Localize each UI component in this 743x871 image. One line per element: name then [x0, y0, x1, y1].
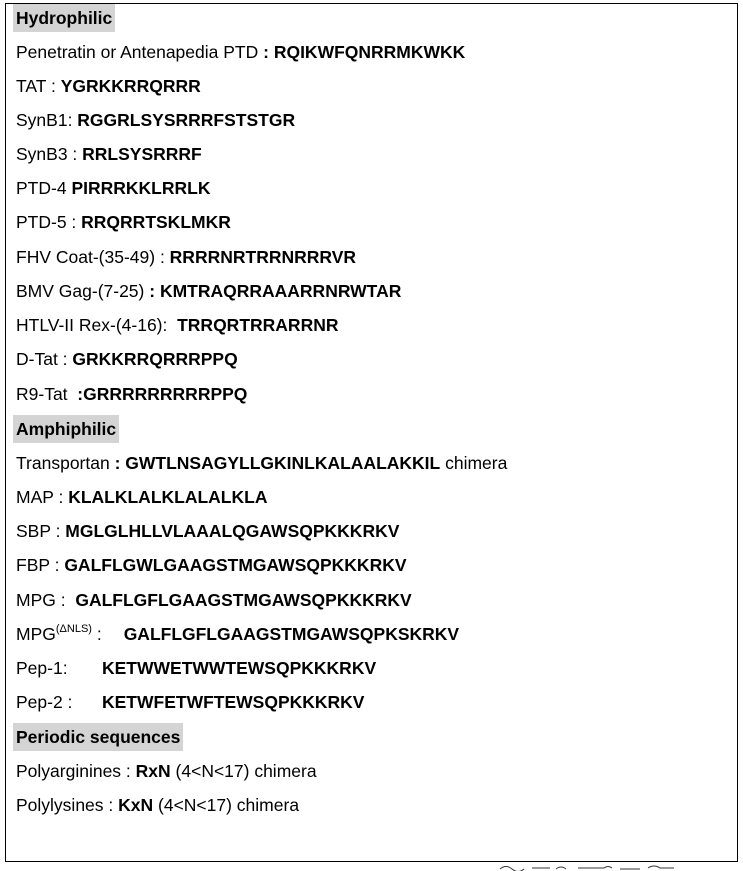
separator: : [57, 349, 73, 369]
peptide-name: SBP [16, 521, 51, 541]
section-heading-periodic: Periodic sequences [13, 723, 183, 751]
peptide-row-transportan [16, 449, 507, 477]
separator: : [50, 521, 66, 541]
peptide-sequence: KETWWETWWTEWSQPKKKRKV [102, 658, 377, 678]
peptide-sequence: RxN [135, 761, 171, 781]
separator: : [258, 42, 274, 62]
peptide-name: MPG [16, 624, 56, 644]
peptide-name: SynB1 [16, 110, 68, 130]
peptide-sequence: RRRRNRTRRNRRRVR [169, 247, 357, 267]
peptide-row-tat [16, 72, 201, 100]
peptide-name: Penetratin or Antenapedia PTD [16, 42, 259, 62]
separator: : [53, 487, 69, 507]
peptide-name: BMV Gag-(7-25) [16, 281, 145, 301]
peptide-row-bmv-gag [16, 277, 401, 305]
separator: : [67, 144, 83, 164]
peptide-row-mpg [16, 586, 412, 614]
peptide-row-polyarginines [16, 757, 317, 785]
peptide-row-pep1 [16, 654, 376, 682]
cropped-text-fragment [498, 862, 678, 871]
peptide-suffix: chimera [440, 453, 508, 473]
peptide-row-mpg-nls [16, 620, 459, 648]
peptide-row-ptd5 [16, 208, 231, 236]
separator: : [67, 384, 84, 404]
peptide-sequence: KETWFETWFTEWSQPKKKRKV [102, 692, 365, 712]
peptide-suffix: (4<N<17) chimera [170, 761, 317, 781]
peptide-sequence: GALFLGFLGAAGSTMGAWSQPKKKRKV [75, 590, 412, 610]
peptide-row-polylysines [16, 791, 299, 819]
separator: : [162, 315, 178, 335]
separator: : [144, 281, 160, 301]
separator: : [46, 76, 61, 96]
peptide-row-penetratin [16, 38, 465, 66]
peptide-sequence: MGLGLHLLVLAAALQGAWSQPKKKRKV [65, 521, 400, 541]
separator: : [91, 624, 102, 644]
peptide-sequence: GRRRRRRRRRPPQ [83, 384, 248, 404]
peptide-name: HTLV-II Rex-(4-16) [16, 315, 163, 335]
peptide-sequence: PIRRRKKLRRLK [71, 178, 211, 198]
peptide-name: Polylysines [16, 795, 104, 815]
section-heading-amphiphilic: Amphiphilic [13, 415, 119, 443]
peptide-sequence: GWTLNSAGYLLGKINLKALAALAKKIL [125, 453, 441, 473]
peptide-row-sbp [16, 517, 399, 545]
peptide-sequence: RQIKWFQNRRMKWKK [273, 42, 466, 62]
peptide-name: SynB3 [16, 144, 68, 164]
peptide-row-pep2 [16, 688, 364, 716]
separator: : [55, 590, 76, 610]
peptide-suffix: (4<N<17) chimera [153, 795, 300, 815]
peptide-sequence: KLALKLALKLALALKLA [68, 487, 268, 507]
separator: : [66, 212, 82, 232]
peptide-sequence: KxN [118, 795, 154, 815]
peptide-name: Transportan [16, 453, 110, 473]
separator: : [109, 453, 126, 473]
peptide-name: D-Tat [16, 349, 58, 369]
peptide-sequence: YGRKKRRQRRR [60, 76, 201, 96]
peptide-name: PTD-4 [16, 178, 67, 198]
peptide-name: MAP [16, 487, 54, 507]
peptide-sequence: RRLSYSRRRF [82, 144, 202, 164]
peptide-sequence: GRKKRRQRRRPPQ [72, 349, 238, 369]
peptide-row-synb3 [16, 140, 202, 168]
peptide-name: Pep-2 : [16, 692, 73, 712]
peptide-row-d-tat [16, 345, 238, 373]
peptide-sequence: RRQRRTSKLMKR [81, 212, 231, 232]
separator: : [67, 110, 78, 130]
peptide-row-map [16, 483, 267, 511]
peptide-name: R9-Tat [16, 384, 68, 404]
peptide-name: PTD-5 [16, 212, 67, 232]
peptide-name: TAT [16, 76, 47, 96]
peptide-sequence: KMTRAQRRAAARRNRWTAR [159, 281, 402, 301]
peptide-row-fbp [16, 551, 407, 579]
peptide-superscript: (ΔNLS) [55, 623, 92, 635]
section-heading-hydrophilic: Hydrophilic [13, 4, 115, 32]
peptide-sequence: GALFLGWLGAAGSTMGAWSQPKKKRKV [64, 555, 407, 575]
separator: : [121, 761, 136, 781]
separator: : [155, 247, 170, 267]
peptide-name: FBP [16, 555, 50, 575]
peptide-name: Polyarginines [16, 761, 122, 781]
peptide-name: FHV Coat-(35-49) [16, 247, 156, 267]
peptide-sequence: TRRQRTRRARRNR [177, 315, 339, 335]
separator: : [103, 795, 119, 815]
peptide-row-synb1 [16, 106, 295, 134]
peptide-row-fhv-coat [16, 243, 356, 271]
peptide-row-htlv-rex [16, 311, 338, 339]
peptide-row-r9-tat [16, 380, 247, 408]
peptide-name: MPG [16, 590, 56, 610]
peptide-sequence: RGGRLSYSRRRFSTSTGR [77, 110, 296, 130]
peptide-row-ptd4 [16, 174, 210, 202]
peptide-name: Pep-1: [16, 658, 68, 678]
peptide-sequence: GALFLGFLGAAGSTMGAWSQPKSKRKV [123, 624, 460, 644]
separator: : [49, 555, 65, 575]
